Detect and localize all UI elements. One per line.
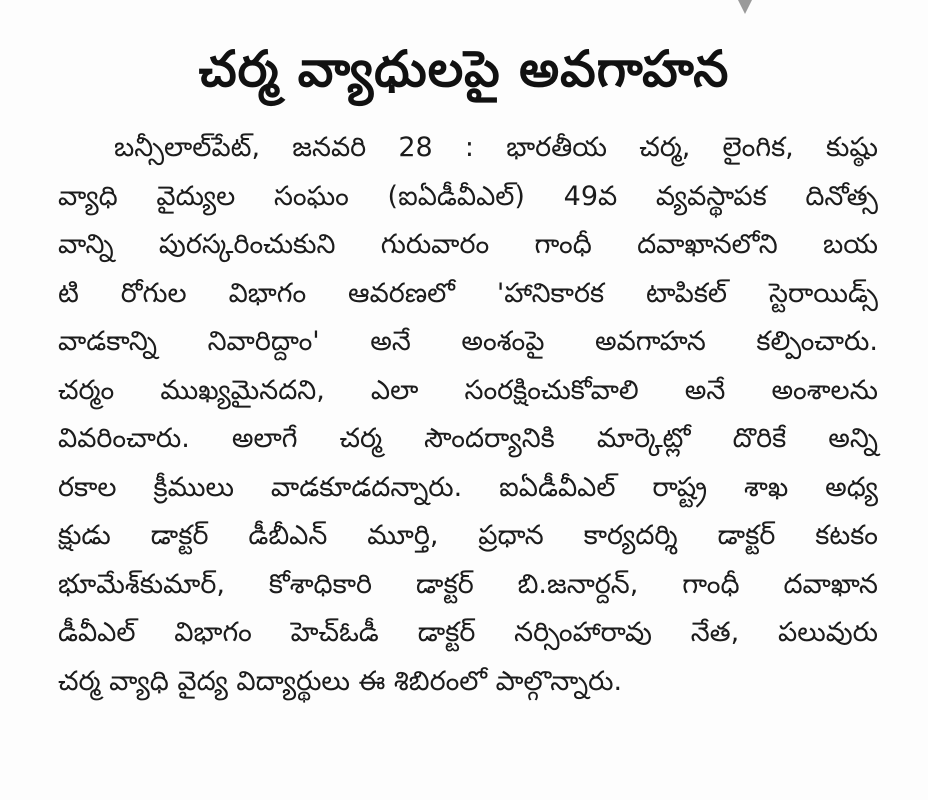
article-line-2: వ్యాధి వైద్యుల సంఘం (ఐఏడీవీఎల్) 49వ వ్యవస్థాపక దినోత్స [58,180,878,212]
article-line-8: రకాల క్రీములు వాడకూడదన్నారు. ఐఏడీవీఎల్ రాష్ట్ర శాఖ అధ్య [58,471,878,503]
article-line-6: చర్మం ముఖ్యమైనదని, ఎలా సంరక్షించుకోవాలి అనే అంశాలను [58,374,878,406]
article-headline: చర్మ వ్యాధులపై అవగాహన [198,40,730,98]
corner-triangle-mark [738,0,752,14]
article-line-4: టి రోగుల విభాగం ఆవరణలో 'హానికారక టాపికల్ స్టెరాయిడ్స్ [58,277,878,309]
article-line-5: వాడకాన్ని నివారిద్దాం' అనే అంశంపై అవగాహన కల్పించారు. [58,326,878,357]
article-line-7: వివరించారు. అలాగే చర్మ సౌందర్యానికి మార్కెట్లో దొరికే అన్ని [58,423,878,454]
article-line-10: భూమేశ్‌కుమార్, కోశాధికారి డాక్టర్ బి.జనార్దన్, గాంధీ దవాఖాన [58,568,878,600]
article-line-11: డీవీఎల్ విభాగం హెచ్ఓడీ డాక్టర్ నర్సింహారావు నేత, పలువురు [58,617,878,648]
article-line-9: క్షుడు డాక్టర్ డీబీఎన్ మూర్తి, ప్రధాన కార్యదర్శి డాక్టర్ కటకం [58,520,878,551]
article-body [58,124,878,706]
article-line-3: వాన్ని పురస్కరించుకుని గురువారం గాంధీ దవాఖానలోని బయ [58,229,878,260]
article-line-1: బన్సీలాల్‌పేట్, జనవరి 28 : భారతీయ చర్మ, లైంగిక, కుష్ఠు [114,132,878,163]
article-line-12: చర్మ వ్యాధి వైద్య విద్యార్థులు ఈ శిబిరంలో పాల్గొన్నారు. [58,665,623,697]
